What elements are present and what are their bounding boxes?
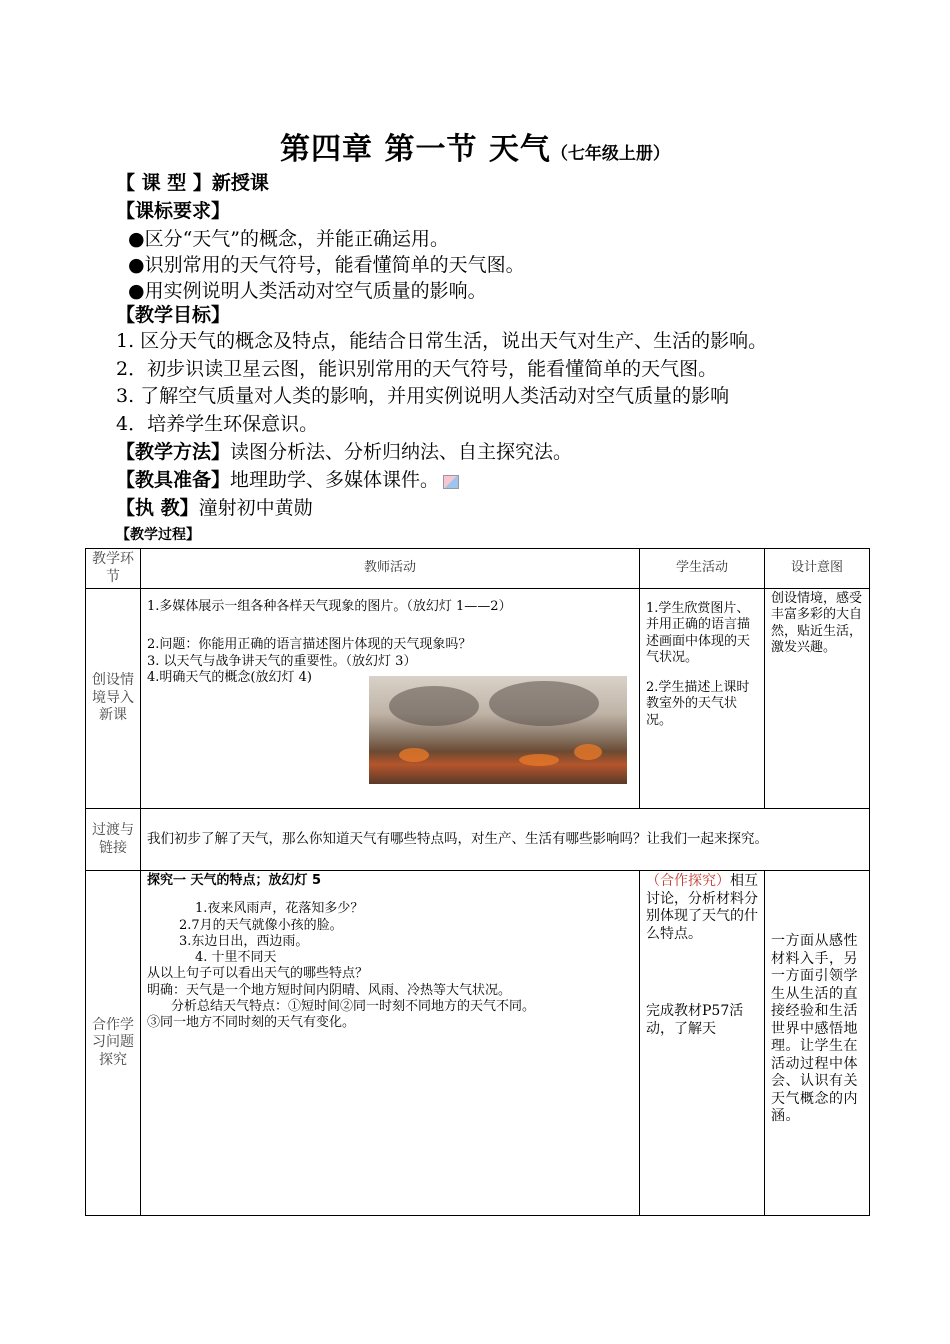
table-header-row	[86, 549, 870, 589]
row1-intent: 创设情境，感受丰富多彩的大自然，贴近生活，激发兴趣。	[765, 589, 870, 809]
row2-text: 我们初步了解了天气，那么你知道天气有哪些特点吗，对生产、生活有哪些影响吗？让我们一起来探究。	[141, 809, 870, 871]
process-label: 【教学过程】	[116, 527, 200, 543]
teacher-line	[116, 493, 313, 520]
methods-line	[116, 437, 572, 464]
row3-student-tag: （合作探究）	[646, 873, 730, 889]
row3-intent-text: 一方面从感性材料入手，另一方面引领学生从生活的直接经验和生活世界中感悟地理。让学生在活动过程中体会、认识有关天气概念的内涵。	[771, 933, 858, 1124]
row3-student	[640, 871, 765, 1216]
title-sub: （七年级上册）	[550, 144, 670, 164]
row1-stage: 创设情境导入新课	[86, 589, 141, 809]
row3-question: 从以上句子可以看出天气的哪些特点？	[147, 966, 369, 982]
lesson-table	[85, 548, 870, 1216]
row3-stage: 合作学习问题探究	[86, 871, 141, 1216]
row3-summary: ③同一地方不同时刻的天气有变化。	[147, 1015, 356, 1030]
standard-item: ●区分“天气”的概念，并能正确运用。	[128, 228, 450, 250]
row3-item: 1.夜来风雨声，花落知多少？	[195, 901, 364, 917]
header-teacher: 教师活动	[141, 549, 640, 589]
header-stage: 教学环节	[86, 549, 141, 589]
row3-heading: 探究一 天气的特点；放幻灯 5	[147, 873, 322, 888]
row3-summary: 分析总结天气特点：①短时间②同一时刻不同地方的天气不同。	[171, 998, 536, 1014]
objective-item: 2．初步识读卫星云图，能识别常用的天气符号，能看懂简单的天气图。	[116, 358, 718, 380]
row1-teacher-item: 1.多媒体展示一组各种各样天气现象的图片。（放幻灯 1——2）	[147, 599, 512, 614]
objective-item: 3. 了解空气质量对人类的影响，并用实例说明人类活动对空气质量的影响	[116, 385, 730, 407]
image-placeholder-icon	[443, 475, 459, 489]
row1-student-item: 1.学生欣赏图片、并用正确的语言描述画面中体现的天气状况。	[646, 601, 751, 665]
header-student: 学生活动	[640, 549, 765, 589]
row3-item: 3.东边日出，西边雨。	[179, 933, 309, 949]
row1-teacher-item: 4.明确天气的概念(放幻灯 4)	[147, 669, 312, 685]
row3-intent	[765, 871, 870, 1216]
row1-teacher-item: 3. 以天气与战争讲天气的重要性。（放幻灯 3）	[147, 653, 417, 669]
table-row	[86, 871, 870, 1216]
row3-student-text2: 完成教材P57活动，了解天	[646, 1003, 744, 1037]
row3-answer: 明确：天气是一个地方短时间内阴晴、风雨、冷热等大气状况。	[147, 982, 512, 998]
row1-teacher	[141, 589, 640, 809]
methods-value: 读图分析法、分析归纳法、自主探究法。	[230, 441, 573, 463]
standard-item: ●识别常用的天气符号，能看懂简单的天气图。	[128, 254, 525, 276]
row3-item: 2.7月的天气就像小孩的脸。	[179, 917, 343, 933]
tools-line	[116, 465, 459, 492]
row3-item: 4. 十里不同天	[195, 950, 277, 965]
standards-label: 【课标要求】	[116, 200, 231, 222]
teacher-value: 潼射初中黄勋	[198, 497, 313, 519]
tools-label: 【教具准备】	[116, 469, 231, 491]
row1-student-item: 2.学生描述上课时教室外的天气状况。	[646, 680, 750, 728]
row2-stage: 过渡与链接	[86, 809, 141, 871]
row3-teacher	[141, 871, 640, 1216]
standard-item: ●用实例说明人类活动对空气质量的影响。	[128, 280, 487, 302]
row3-student-text: 相互讨论，分析材料分别体现了天气的什么特点。	[646, 873, 758, 942]
title-main: 第四章 第一节 天气	[280, 132, 551, 167]
war-weather-photo	[369, 676, 627, 784]
tools-value: 地理助学、多媒体课件。	[230, 469, 440, 491]
course-type-value: 新授课	[211, 172, 269, 194]
teacher-label: 【执 教】	[116, 497, 199, 519]
row1-teacher-item: 2.问题：你能用正确的语言描述图片体现的天气现象吗？	[147, 637, 472, 653]
course-type-label: 【 课 型 】	[116, 172, 212, 194]
methods-label: 【教学方法】	[116, 441, 231, 463]
objectives-label: 【教学目标】	[116, 304, 231, 326]
table-row	[86, 809, 870, 871]
row1-student	[640, 589, 765, 809]
table-row	[86, 589, 870, 809]
course-type-line	[116, 168, 269, 195]
objective-item: 4．培养学生环保意识。	[116, 413, 319, 435]
page-title	[0, 124, 950, 168]
objective-item: 1. 区分天气的概念及特点，能结合日常生活，说出天气对生产、生活的影响。	[116, 330, 768, 352]
header-intent: 设计意图	[765, 549, 870, 589]
